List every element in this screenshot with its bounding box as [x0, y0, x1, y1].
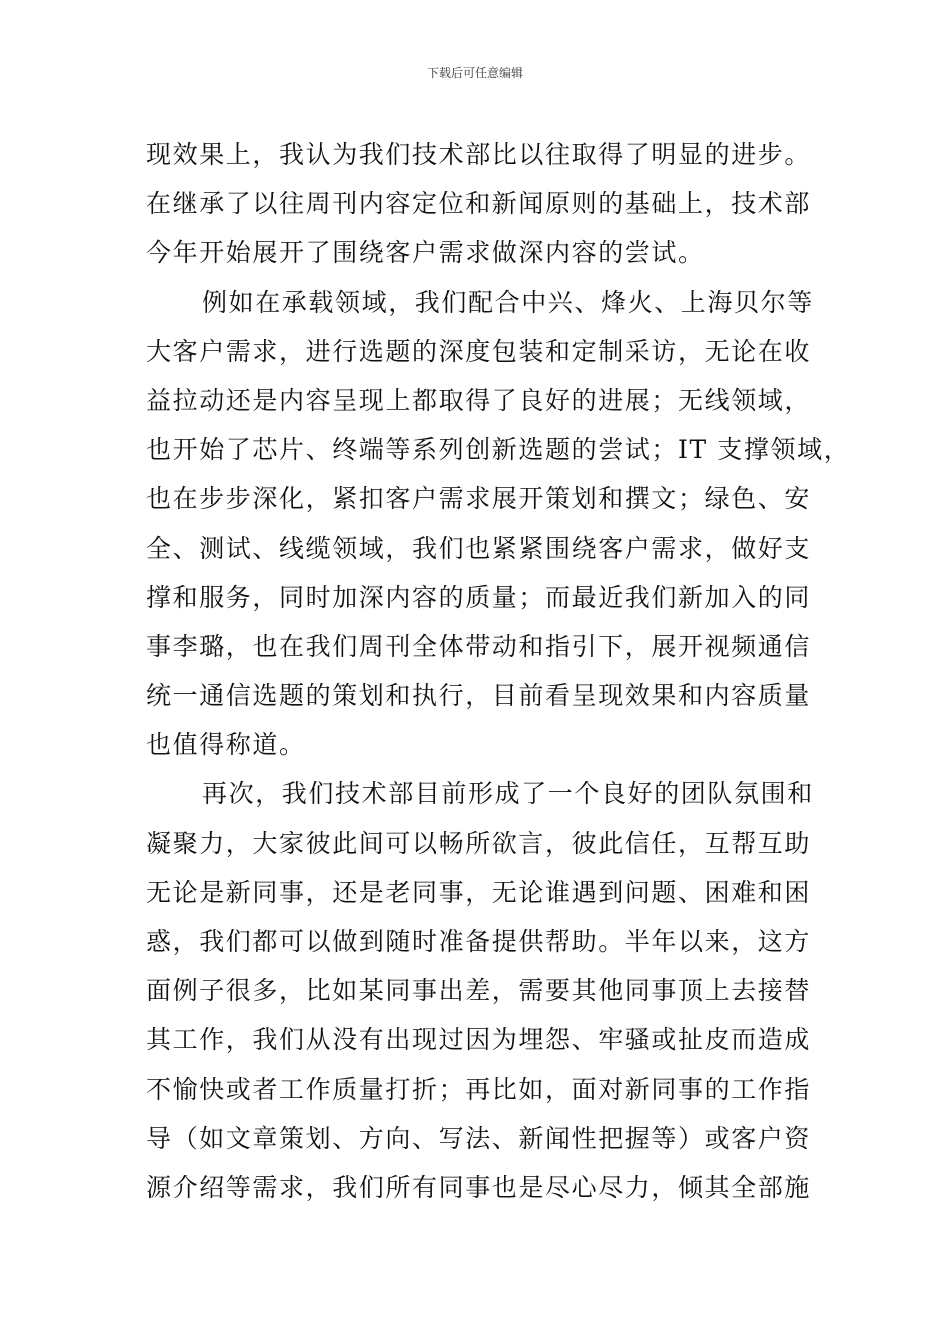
text-line: 益拉动还是内容呈现上都取得了良好的进展；无线领域，: [146, 385, 812, 415]
paragraph-start-line: 例如在承载领域，我们配合中兴、烽火、上海贝尔等: [202, 287, 814, 317]
text-line: 导（如文章策划、方向、写法、新闻性把握等）或客户资: [146, 1123, 812, 1153]
text-line: 也开始了芯片、终端等系列创新选题的尝试；IT 支撑领域，: [146, 435, 851, 465]
text-line: 统一通信选题的策划和执行，目前看呈现效果和内容质量: [146, 681, 812, 711]
text-line: 今年开始展开了围绕客户需求做深内容的尝试。: [146, 238, 705, 268]
text-line: 不愉快或者工作质量打折；再比如，面对新同事的工作指: [146, 1074, 812, 1104]
text-line: 面例子很多，比如某同事出差，需要其他同事顶上去接替: [146, 976, 812, 1006]
text-line: 也值得称道。: [146, 730, 306, 760]
text-line: 大客户需求，进行选题的深度包装和定制采访，无论在收: [146, 336, 812, 366]
text-line: 全、测试、线缆领域，我们也紧紧围绕客户需求，做好支: [146, 533, 812, 563]
paragraph-start-line: 再次，我们技术部目前形成了一个良好的团队氛围和: [202, 779, 814, 809]
page-header: 下载后可任意编辑: [426, 66, 523, 80]
text-line: 也在步步深化，紧扣客户需求展开策划和撰文；绿色、安: [146, 484, 812, 514]
text-line: 现效果上，我认为我们技术部比以往取得了明显的进步。: [146, 140, 812, 169]
text-line: 在继承了以往周刊内容定位和新闻原则的基础上，技术部: [146, 189, 812, 219]
text-line: 事李璐，也在我们周刊全体带动和指引下，展开视频通信: [146, 631, 812, 661]
body-text: [146, 130, 851, 1212]
text-line: 其工作，我们从没有出现过因为埋怨、牢骚或扯皮而造成: [146, 1025, 812, 1055]
text-line: 凝聚力，大家彼此间可以畅所欲言，彼此信任，互帮互助: [146, 828, 812, 858]
text-line: 惑，我们都可以做到随时准备提供帮助。半年以来，这方: [146, 927, 812, 956]
text-line: 无论是新同事，还是老同事，无论谁遇到问题、困难和困: [146, 877, 812, 907]
text-line: 源介绍等需求，我们所有同事也是尽心尽力，倾其全部施: [146, 1172, 812, 1202]
text-line: 撑和服务，同时加深内容的质量；而最近我们新加入的同: [146, 582, 812, 612]
